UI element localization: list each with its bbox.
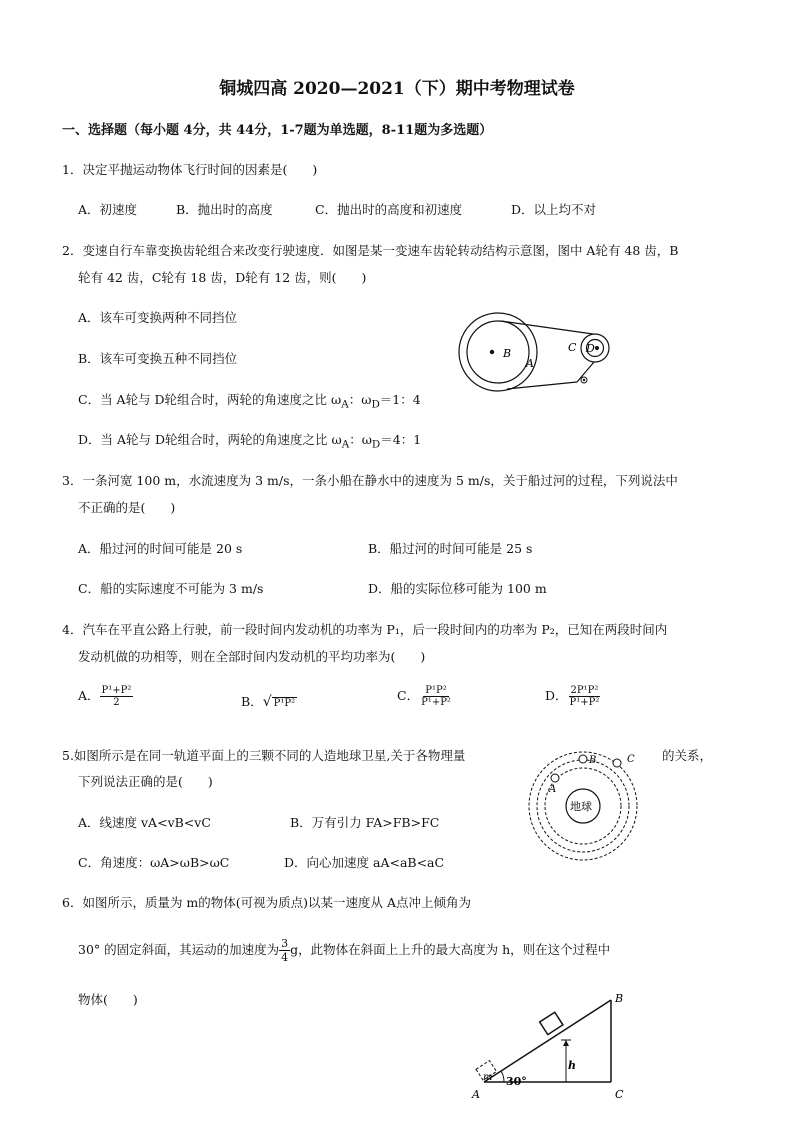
question-6-stem-line3: 物体( ) [78, 992, 138, 1007]
q5-option-c: C．角速度：ωA>ωB>ωC [78, 855, 230, 870]
label-m: m [483, 1072, 493, 1083]
question-2-stem-line2: 轮有 42 齿，C轮有 18 齿，D轮有 12 齿，则( ) [78, 270, 367, 285]
question-3-stem-line1: 3．一条河宽 100 m，水流速度为 3 m/s，一条小船在静水中的速度为 5 m/s，关于船过河的过程，下列说法中 [62, 473, 678, 488]
q3-option-d: D．船的实际位移可能为 100 m [368, 581, 547, 596]
section-heading: 一、选择题（每小题 4分，共 44分，1-7题为单选题，8-11题为多选题） [62, 123, 493, 138]
q2-option-d: D．当 A轮与 D轮组合时，两轮的角速度之比 $\omega_A$：$\omega_D=4$：1 [78, 432, 422, 451]
q5-option-d: D．向心加速度 aA<aB<aC [284, 855, 445, 870]
label-earth: 地球 [570, 800, 592, 813]
q1-option-a: A．初速度 [78, 202, 138, 217]
q3-option-a: A．船过河的时间可能是 20 s [78, 541, 243, 556]
q2-option-a: A．该车可变换两种不同挡位 [78, 310, 238, 325]
q3-option-b: B．船过河的时间可能是 25 s [368, 541, 533, 556]
question-3-stem-line2: 不正确的是( ) [78, 500, 176, 515]
q1-option-d: D．以上均不对 [511, 202, 597, 217]
label-b: B [589, 755, 597, 766]
question-1-stem: 1．决定平抛运动物体飞行时间的因素是( ) [62, 162, 318, 177]
satellite-orbit-diagram [527, 748, 647, 868]
label-d: D [586, 342, 595, 355]
page-title: 铜城四高 2020—2021（下）期中考物理试卷 [219, 79, 575, 99]
q4-option-c: C． $\frac{\text{P¹P²}}{\text{P¹+P²}}$ [397, 685, 451, 708]
q4-option-a: A． $\frac{\text{P¹+P²}}{2}$ [78, 685, 132, 708]
q1-option-b: B．抛出时的高度 [176, 202, 273, 217]
question-4-stem-line2: 发动机做的功相等，则在全部时间内发动机的平均功率为( ) [78, 649, 426, 664]
q2-option-b: B．该车可变换五种不同挡位 [78, 351, 238, 366]
q2-option-c: C．当 A轮与 D轮组合时，两轮的角速度之比 $\omega_A$：$\omega_D=1$：4 [78, 392, 421, 411]
label-c: C [568, 341, 577, 354]
question-2-stem-line1: 2．变速自行车靠变换齿轮组合来改变行驶速度．如图是某一变速车齿轮转动结构示意图，图中 A轮有 48 齿，B [62, 243, 679, 258]
label-a: A [549, 784, 557, 795]
label-a: A [472, 1088, 480, 1101]
q5-option-a: A．线速度 vA<vB<vC [78, 815, 211, 830]
q4-option-b: B．√ P¹P² [241, 694, 296, 710]
incline-diagram [470, 990, 630, 1105]
label-c: C [615, 1088, 624, 1101]
question-5-stem-line1b: 的关系， [662, 748, 713, 763]
label-b: B [503, 347, 512, 360]
question-6-stem-line2: 30° 的固定斜面，其运动的加速度为 $\frac{3}{4}$ g，此物体在斜面上上升的最大高度为 h，则在这个过程中 [78, 937, 611, 964]
label-h: h [568, 1059, 576, 1072]
q4-option-d: D． $\frac{\text{2P¹P²}}{\text{P¹+P²}}$ [545, 685, 600, 708]
q5-option-b: B．万有引力 FA>FB>FC [290, 815, 440, 830]
label-b: B [615, 992, 624, 1005]
question-5-stem-line2: 下列说法正确的是( ) [78, 774, 213, 789]
q3-option-c: C．船的实际速度不可能为 3 m/s [78, 581, 264, 596]
gear-diagram [455, 312, 620, 404]
label-c: C [627, 754, 635, 765]
label-angle: 30° [506, 1075, 527, 1088]
question-5-stem-line1: 5.如图所示是在同一轨道平面上的三颗不同的人造地球卫星,关于各物理量 [62, 748, 466, 763]
question-6-stem-line1: 6．如图所示，质量为 m的物体(可视为质点)以某一速度从 A点冲上倾角为 [62, 895, 472, 910]
label-a: A [526, 357, 534, 370]
question-4-stem-line1: 4．汽车在平直公路上行驶，前一段时间内发动机的功率为 P₁，后一段时间内的功率为 P₂，已知在两段时间内 [62, 622, 668, 637]
q1-option-c: C．抛出时的高度和初速度 [315, 202, 463, 217]
